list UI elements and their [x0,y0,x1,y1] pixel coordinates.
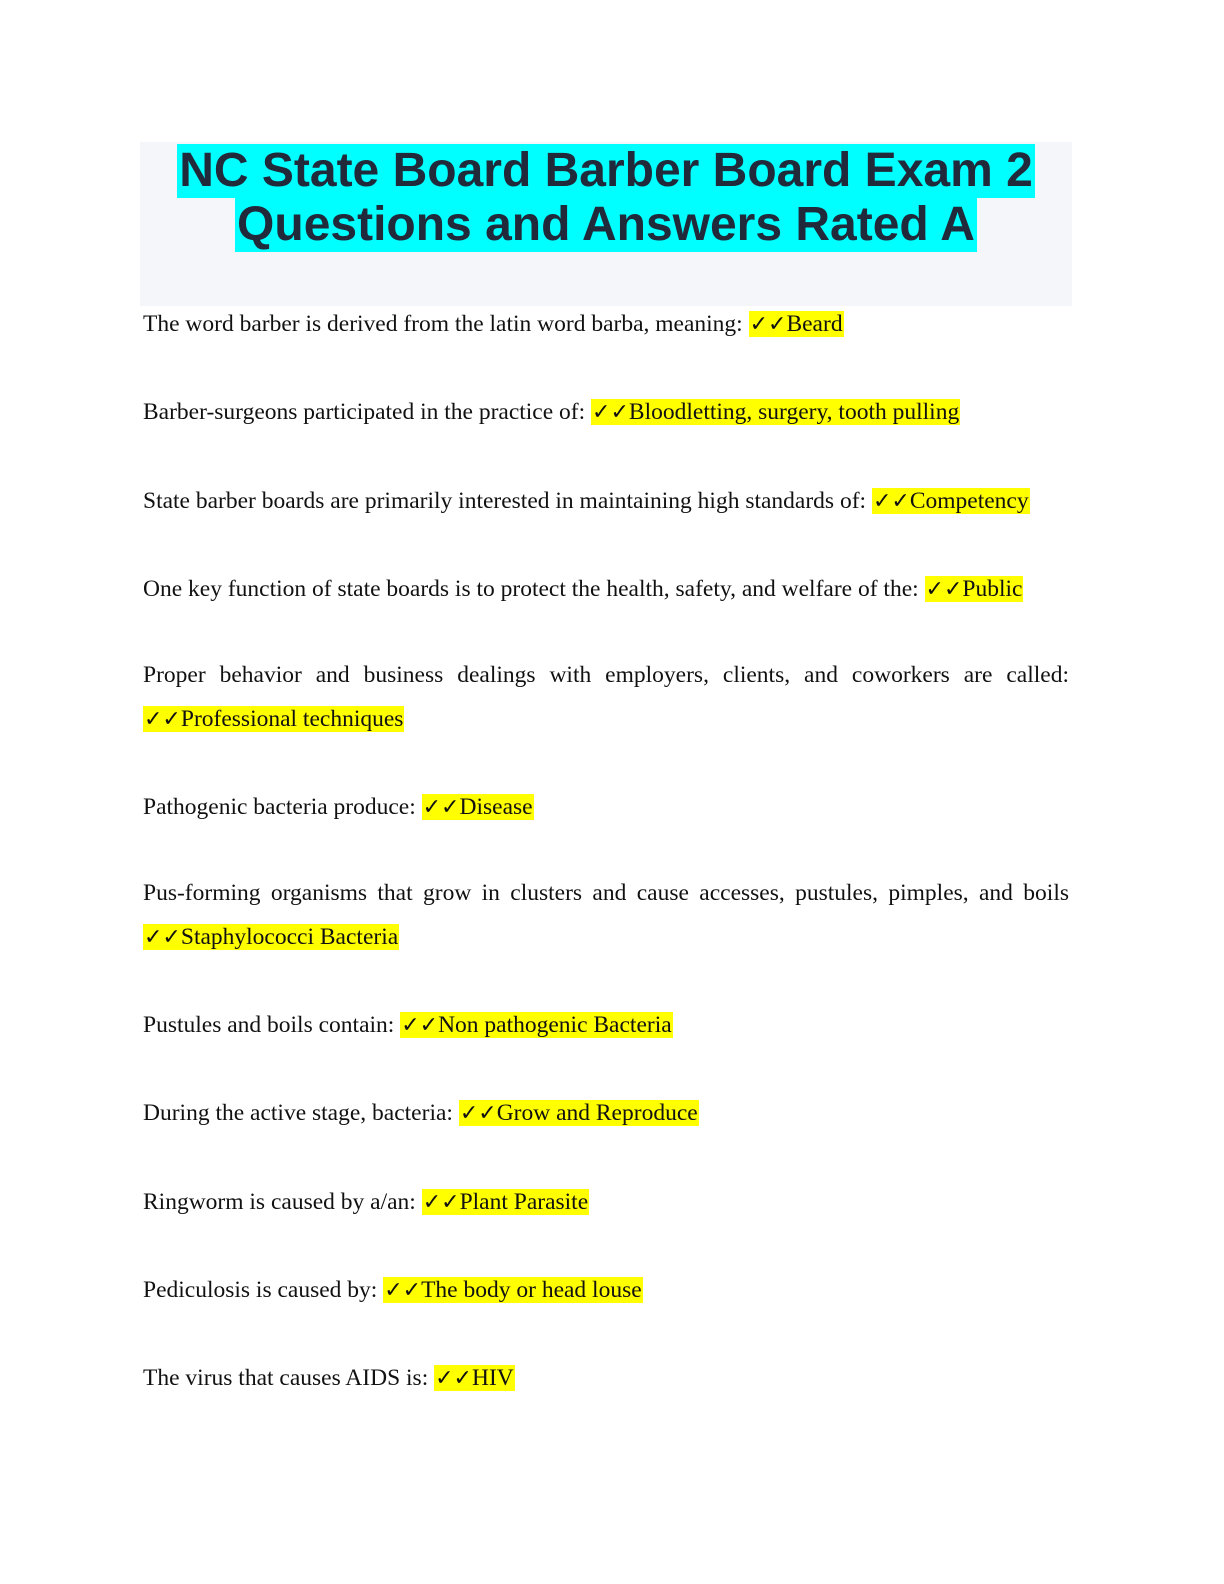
double-check-icon: ✓✓ [384,1278,422,1303]
double-check-icon: ✓✓ [144,925,181,950]
qa-item-10 [143,1180,1069,1225]
double-check-icon: ✓✓ [422,1190,460,1215]
answer-highlight [143,706,404,732]
answer-text: HIV [471,1365,514,1391]
qa-item-12 [143,1356,1069,1401]
double-check-icon: ✓✓ [435,1366,472,1391]
question-text: Proper behavior and business dealings with employers, clients, and coworkers are called: [143,662,1069,688]
answer-text: Professional techniques [180,706,404,732]
question-text: Pustules and boils contain: [143,1012,401,1038]
answer-text: Public [962,576,1023,602]
answer-text: Beard [786,311,843,337]
answer-highlight [422,794,534,820]
double-check-icon: ✓✓ [592,400,629,425]
answer-text: The body or head louse [421,1277,642,1303]
qa-item-9 [143,1091,1069,1136]
page-title-line-2: Questions and Answers Rated A [237,198,975,251]
question-text: Barber-surgeons participated in the practice of: [143,399,592,425]
answer-highlight [925,576,1024,602]
question-text: Pus-forming organisms that grow in clusters and cause accesses, pustules, pimples, and boils [143,880,1069,906]
qa-item-4 [143,567,1069,612]
answer-highlight [143,924,399,950]
question-text: State barber boards are primarily interested in maintaining high standards of: [143,488,872,514]
qa-item-2 [143,390,1069,435]
question-text: The virus that causes AIDS is: [143,1365,435,1391]
qa-item-1 [143,302,1069,347]
qa-item-6 [143,785,1069,830]
page-title-line-1: NC State Board Barber Board Exam 2 [179,144,1033,197]
double-check-icon: ✓✓ [144,707,181,732]
qa-item-11 [143,1268,1069,1313]
answer-highlight [749,311,844,337]
title-box [140,142,1072,306]
answer-highlight [591,399,960,425]
answer-highlight [383,1277,642,1303]
question-text: One key function of state boards is to protect the health, safety, and welfare of the: [143,576,925,602]
answer-text: Non pathogenic Bacteria [438,1012,672,1038]
double-check-icon: ✓✓ [401,1013,439,1038]
answer-highlight [422,1189,589,1215]
question-text: Pathogenic bacteria produce: [143,794,422,820]
answer-text: Bloodletting, surgery, tooth pulling [628,399,960,425]
question-text: Pediculosis is caused by: [143,1277,384,1303]
answer-text: Staphylococci Bacteria [180,924,399,950]
answer-text: Disease [459,794,533,820]
double-check-icon: ✓✓ [925,577,963,602]
double-check-icon: ✓✓ [422,795,460,820]
qa-item-5 [143,653,1069,742]
answer-highlight [400,1012,672,1038]
qa-item-7 [143,871,1069,960]
answer-text: Competency [909,488,1029,514]
double-check-icon: ✓✓ [459,1101,497,1126]
qa-item-8 [143,1003,1069,1048]
question-text: The word barber is derived from the latin word barba, meaning: [143,311,749,337]
answer-highlight [872,488,1030,514]
answer-text: Plant Parasite [459,1189,589,1215]
double-check-icon: ✓✓ [872,489,910,514]
double-check-icon: ✓✓ [749,312,787,337]
question-text: Ringworm is caused by a/an: [143,1189,422,1215]
answer-text: Grow and Reproduce [496,1100,698,1126]
answer-highlight [459,1100,699,1126]
qa-item-3 [143,479,1069,524]
question-text: During the active stage, bacteria: [143,1100,459,1126]
answer-highlight [434,1365,515,1391]
